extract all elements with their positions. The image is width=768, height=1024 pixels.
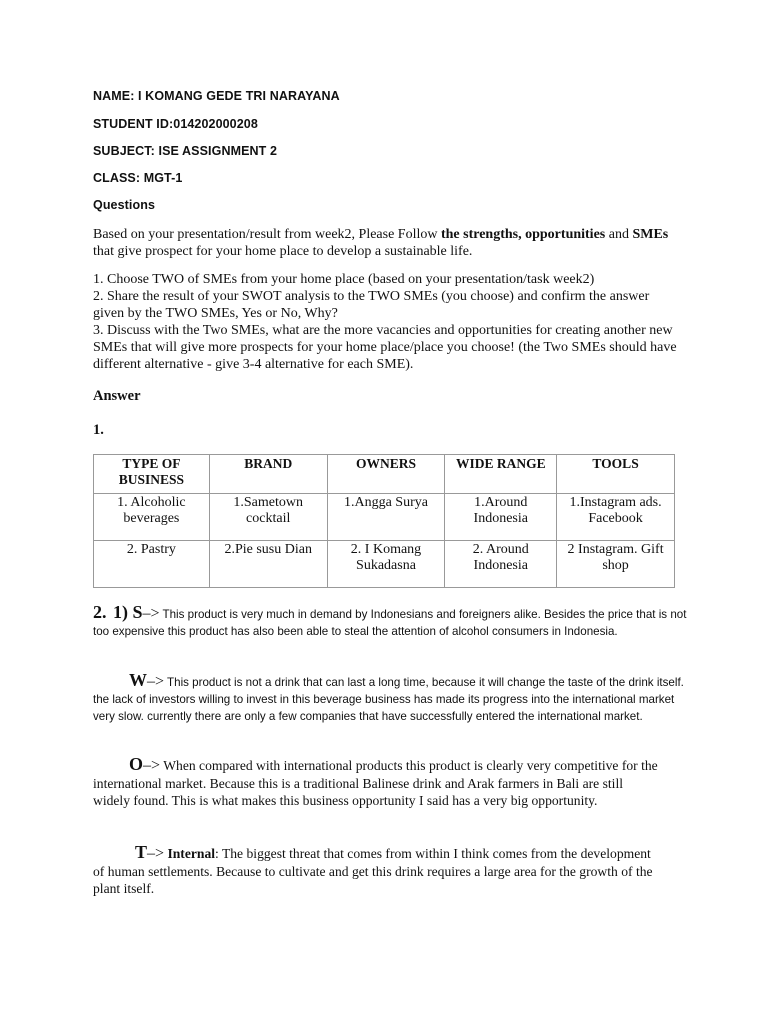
swot-section-number: 2. xyxy=(93,602,107,622)
swot-weakness-text: This product is not a drink that can last a long time, because it will change the taste of the drink itself. the lack of investors willing to invest in this beverage business has made its progress into the international market very slow. currently there are only a few companies that have successfully entered the international market. xyxy=(93,676,684,723)
table-header-row xyxy=(94,455,675,494)
answer-number-one: 1. xyxy=(93,422,104,438)
intro-paragraph xyxy=(93,226,683,260)
table-cell: 2.Pie susu Dian xyxy=(209,541,327,588)
swot-strength xyxy=(93,604,693,640)
intro-text: Based on your presentation/result from week2, Please Follow xyxy=(93,227,441,242)
table-header-cell: OWNERS xyxy=(327,455,445,494)
table-cell: 2 Instagram. Gift shop xyxy=(557,541,675,588)
answer-heading: Answer xyxy=(93,388,141,404)
swot-weakness xyxy=(93,672,693,725)
intro-text: that give prospect for your home place to develop a sustainable life. xyxy=(93,244,473,259)
intro-bold-strengths: the strengths, opportunities xyxy=(440,227,606,242)
subject: SUBJECT: ISE ASSIGNMENT 2 xyxy=(93,144,278,158)
table-header-cell: TOOLS xyxy=(557,455,675,494)
swot-threat-letter: T xyxy=(135,842,148,862)
swot-opportunity xyxy=(93,756,658,810)
student-id: STUDENT ID:014202000208 xyxy=(93,117,258,131)
class: CLASS: MGT-1 xyxy=(93,171,183,185)
table-row xyxy=(94,494,675,541)
table-cell: 2. Pastry xyxy=(94,541,210,588)
swot-strength-letter: 1) S xyxy=(112,602,143,622)
swot-threat xyxy=(93,844,658,898)
arrow-icon: –> xyxy=(143,757,161,774)
question-item: 3. Discuss with the Two SMEs, what are the more vacancies and opportunities for creating another new SMEs that will give more prospects for your home place/place you choose! (the Two SMEs should have different alternative - give 3-4 alternative for each SME). xyxy=(93,323,677,372)
arrow-icon: –> xyxy=(147,673,165,690)
table-cell: 1.Sametown cocktail xyxy=(209,494,327,541)
intro-bold-smes: SMEs xyxy=(632,227,669,242)
question-item: 1. Choose TWO of SMEs from your home place (based on your presentation/task week2) xyxy=(93,272,595,287)
table-header-cell: WIDE RANGE xyxy=(445,455,557,494)
sme-table xyxy=(93,454,675,588)
table-cell: 1.Instagram ads. Facebook xyxy=(557,494,675,541)
question-item: 2. Share the result of your SWOT analysis to the TWO SMEs (you choose) and confirm the answer given by the TWO SMEs, Yes or No, Why? xyxy=(93,289,650,321)
table-header-cell: BRAND xyxy=(209,455,327,494)
table-row xyxy=(94,541,675,588)
swot-opportunity-text: When compared with international products this product is clearly very competitive for the international market. Because this is a traditional Balinese drink and Arak farmers in Bali are still widely found. This is what makes this business opportunity I said has a very big opportunity. xyxy=(93,758,658,808)
swot-strength-text: This product is very much in demand by Indonesians and foreigners alike. Besides the price that is not too expensive this product has also been able to steal the attention of alcohol consumers in Indonesia. xyxy=(93,608,687,638)
swot-opportunity-letter: O xyxy=(129,754,144,774)
question-list xyxy=(93,271,683,373)
swot-weakness-letter: W xyxy=(129,670,147,690)
swot-threat-text: : The biggest threat that comes from within I think comes from the development of human settlements. Because to cultivate and get this drink requires a large area for the growth of the plant itself. xyxy=(93,846,653,896)
table-cell: 2. Around Indonesia xyxy=(445,541,557,588)
table-cell: 2. I Komang Sukadasna xyxy=(327,541,445,588)
table-header-cell: TYPE OF BUSINESS xyxy=(94,455,210,494)
table-cell: 1.Angga Surya xyxy=(327,494,445,541)
arrow-icon: –> xyxy=(142,605,160,622)
student-name: NAME: I KOMANG GEDE TRI NARAYANA xyxy=(93,89,340,103)
table-cell: 1. Alcoholic beverages xyxy=(94,494,210,541)
intro-text: and xyxy=(605,227,633,242)
questions-heading: Questions xyxy=(93,198,156,212)
table-cell: 1.Around Indonesia xyxy=(445,494,557,541)
swot-threat-internal-label: Internal xyxy=(164,846,216,861)
arrow-icon: –> xyxy=(147,845,165,862)
